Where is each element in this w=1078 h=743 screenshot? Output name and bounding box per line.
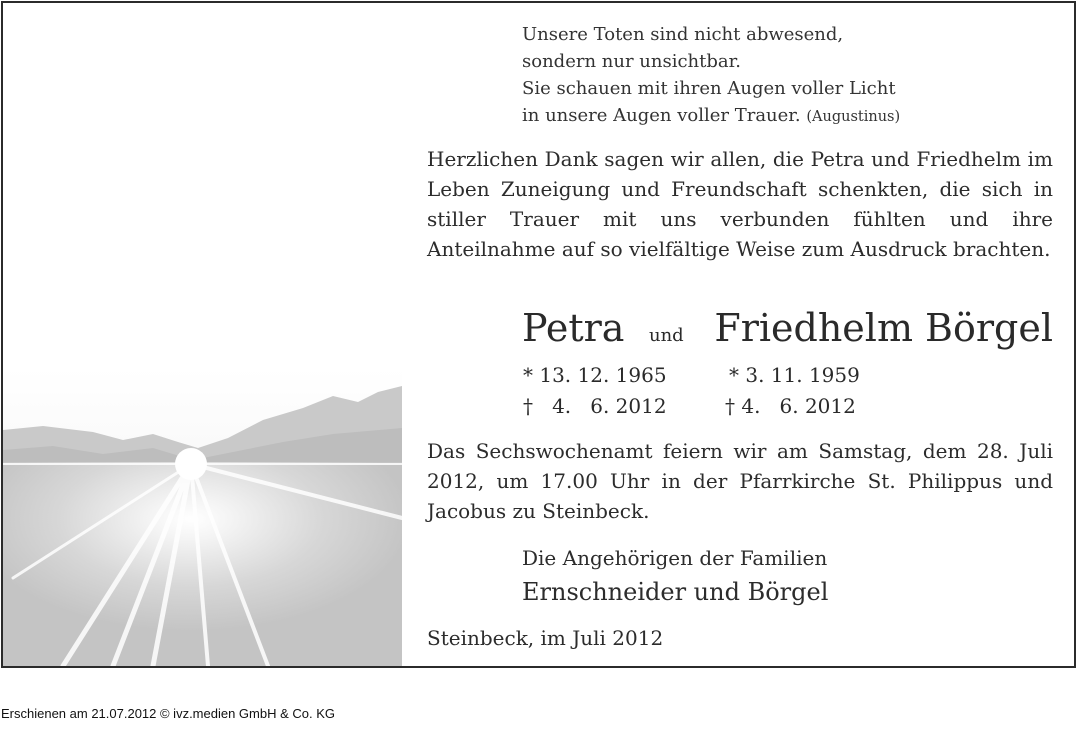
poem-line-last [522,102,900,131]
dates-petra [523,360,667,422]
sunset-lake-image [3,368,402,666]
death-date: † 4. 6. 2012 [725,394,856,418]
service-paragraph: Das Sechswochenamt feiern wir am Samstag, dem 28. Juli 2012, um 17.00 Uhr in der Pfarrkirche St. Philippus und Jacobus zu Steinbeck. [427,439,1053,523]
publication-footer: Erschienen am 21.07.2012 © ivz.medien GmbH & Co. KG [1,706,336,721]
dates-friedhelm [725,360,860,422]
name-petra: Petra [522,306,625,350]
poem-author: (Augustinus) [806,109,901,125]
name-connector: und [649,325,684,346]
relatives-lead: Die Angehörigen der Familien [522,546,828,570]
relatives-families: Ernschneider und Börgel [522,578,829,606]
poem-line: Sie schauen mit ihren Augen voller Licht [522,78,896,99]
obituary-card [1,1,1076,668]
death-date: † 4. 6. 2012 [523,394,667,418]
relatives-signature [522,543,828,611]
birth-date: * 3. 11. 1959 [729,363,860,387]
poem-line: sondern nur unsichtbar. [522,51,741,72]
deceased-names [522,304,1053,356]
poem-line: in unsere Augen voller Trauer. [522,105,801,126]
name-friedhelm: Friedhelm Börgel [714,306,1053,350]
poem-line: Unsere Toten sind nicht abwesend, [522,24,844,45]
thanks-paragraph: Herzlichen Dank sagen wir allen, die Petra und Friedhelm im Leben Zuneigung und Freundschaft schenkten, die sich in stiller Trauer mit uns verbunden fühlten und ihre Anteilnahme auf so vielfältige Weise zum Ausdruck brachten. [427,147,1053,261]
birth-date: * 13. 12. 1965 [523,363,667,387]
poem-quote [522,21,900,131]
place-date: Steinbeck, im Juli 2012 [427,626,664,650]
